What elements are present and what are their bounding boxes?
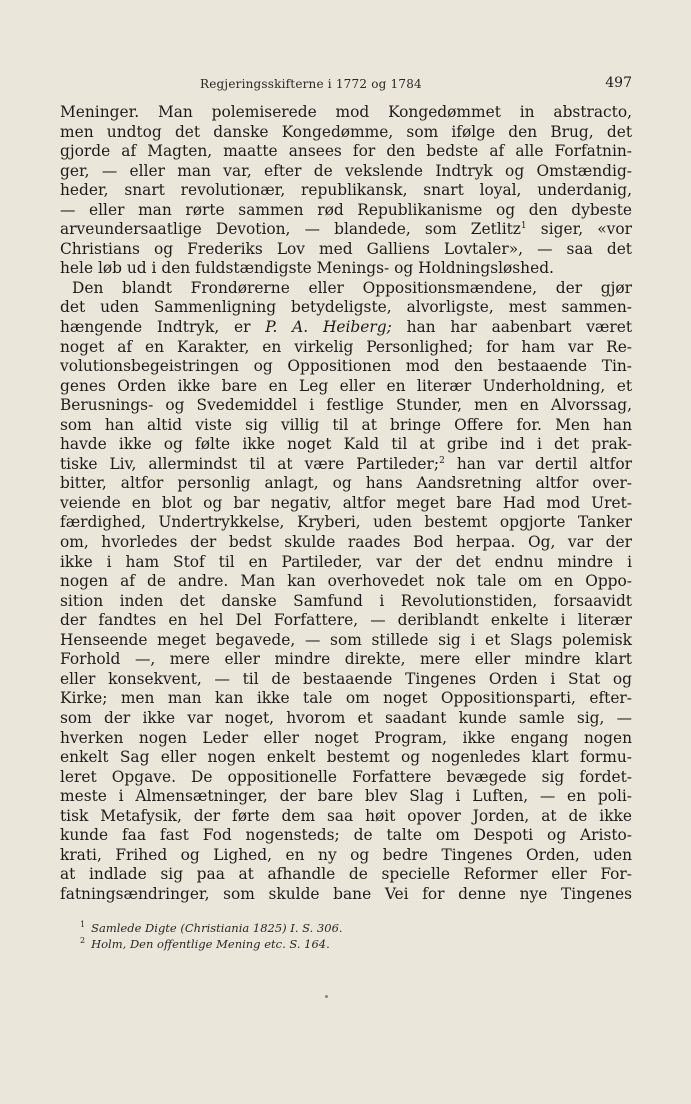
text-line: gjorde af Magten, maatte ansees for den bedste af alle Forfatnin- — [60, 142, 632, 161]
footnote — [80, 936, 343, 952]
footnote-mark: 1 — [80, 920, 86, 930]
footnote-text: Samlede Digte (Christiania 1825) I. S. 306. — [91, 921, 343, 935]
running-title: Regjeringsskifterne i 1772 og 1784 — [200, 77, 422, 91]
text-segment: han var dertil altfor — [444, 454, 633, 473]
text-line: Forhold —, mere eller mindre direkte, mere eller mindre klart — [60, 650, 632, 669]
body-text — [60, 103, 632, 904]
running-head — [60, 75, 632, 95]
text-line: enkelt Sag eller nogen enkelt bestemt og nogenledes klart formu- — [60, 748, 632, 767]
page-number: 497 — [605, 75, 632, 91]
text-line: — eller man rørte sammen rød Republikanisme og den dybeste — [60, 200, 632, 219]
text-line — [60, 220, 632, 240]
text-line: men undtog det danske Kongedømme, som ifølge den Brug, det — [60, 122, 632, 141]
text-line: der fandtes en hel Del Forfattere, — deriblandt enkelte i literær — [60, 611, 632, 630]
footnotes — [80, 920, 343, 952]
text-line: veiende en blot og bar negativ, altfor meget bare Had mod Uret- — [60, 493, 632, 512]
text-line: noget af en Karakter, en virkelig Personlighed; for ham var Re- — [60, 337, 632, 356]
text-line: nogen af de andre. Man kan overhovedet nok tale om en Oppo- — [60, 572, 632, 591]
footnote — [80, 920, 343, 936]
text-line: hele løb ud i den fuldstændigste Menings- og Holdningsløshed. — [60, 259, 554, 278]
text-line: om, hvorledes der bedst skulde raades Bod herpaa. Og, var der — [60, 533, 632, 552]
text-line: som der ikke var noget, hvorom et saadant kunde samle sig, — — [60, 708, 632, 727]
text-line: meste i Almensætninger, der bare blev Slag i Luften, — en poli- — [60, 787, 632, 806]
text-line: det uden Sammenligning betydeligste, alvorligste, mest sammen- — [60, 298, 632, 317]
paper-speck — [325, 995, 328, 998]
text-segment: tiske Liv, allermindst til at være Partileder; — [60, 454, 440, 473]
italic-name: P. A. Heiberg; — [265, 318, 392, 337]
text-line: som han altid viste sig villig til at bringe Offere for. Men han — [60, 415, 632, 434]
text-segment: arveundersaatlige Devotion, — blandede, som Zetlitz — [60, 220, 521, 239]
text-line: volutionsbegeistringen og Oppositionen mod den bestaaende Tin- — [60, 357, 632, 376]
text-segment: hængende Indtryk, er — [60, 318, 266, 337]
text-line: tisk Metafysik, der førte dem saa høit opover Jorden, at de ikke — [60, 806, 632, 825]
text-line: Kirke; men man kan ikke tale om noget Oppositionsparti, efter- — [60, 689, 632, 708]
text-line — [60, 455, 632, 475]
text-line: Christians og Frederiks Lov med Galliens Lovtaler», — saa det — [60, 239, 632, 258]
text-line: Den blandt Frondørerne eller Oppositionsmændene, der gjør — [72, 278, 632, 297]
text-line: Meninger. Man polemiserede mod Kongedømmet in abstracto, — [60, 103, 632, 121]
text-segment: han har aabenbart været — [391, 318, 632, 337]
text-line: kunde faa fast Fod nogensteds; de talte om Despoti og Aristo- — [60, 826, 632, 845]
text-line: ger, — eller man var, efter de vekslende Indtryk og Omstændig- — [60, 161, 632, 180]
text-line: Berusnings- og Svedemiddel i festlige Stunder, men en Alvorssag, — [60, 396, 632, 415]
text-line — [60, 318, 632, 338]
text-line: leret Opgave. De oppositionelle Forfattere bevægede sig fordet- — [60, 767, 632, 786]
text-line: hverken nogen Leder eller noget Program, ikke engang nogen — [60, 728, 632, 747]
text-segment: siger, «vor — [526, 220, 632, 239]
footnote-text: Holm, Den offentlige Mening etc. S. 164. — [91, 937, 330, 951]
text-line: genes Orden ikke bare en Leg eller en literær Underholdning, et — [60, 376, 632, 395]
text-line: heder, snart revolutionær, republikansk, snart loyal, underdanig, — [60, 181, 632, 200]
text-line: bitter, altfor personlig anlagt, og hans Aandsretning altfor over- — [60, 474, 632, 493]
footnote-reference: 1 — [520, 221, 527, 232]
text-line: fatningsændringer, som skulde bane Vei for denne nye Tingenes — [60, 884, 632, 903]
footnote-mark: 2 — [80, 936, 86, 946]
text-line: sition inden det danske Samfund i Revolutionstiden, forsaavidt — [60, 591, 632, 610]
text-line: ikke i ham Stof til en Partileder, var der det endnu mindre i — [60, 552, 632, 571]
footnote-reference: 2 — [439, 455, 445, 466]
text-line: at indlade sig paa at afhandle de specielle Reformer eller For- — [60, 865, 632, 884]
text-line: krati, Frihed og Lighed, en ny og bedre Tingenes Orden, uden — [60, 845, 632, 864]
text-line: havde ikke og følte ikke noget Kald til at gribe ind i det prak- — [60, 435, 632, 454]
text-line: Henseende meget begavede, — som stillede sig i et Slags polemisk — [60, 630, 632, 649]
text-line: færdighed, Undertrykkelse, Kryberi, uden bestemt opgjorte Tanker — [60, 513, 632, 532]
text-line: eller konsekvent, — til de bestaaende Tingenes Orden i Stat og — [60, 669, 632, 688]
